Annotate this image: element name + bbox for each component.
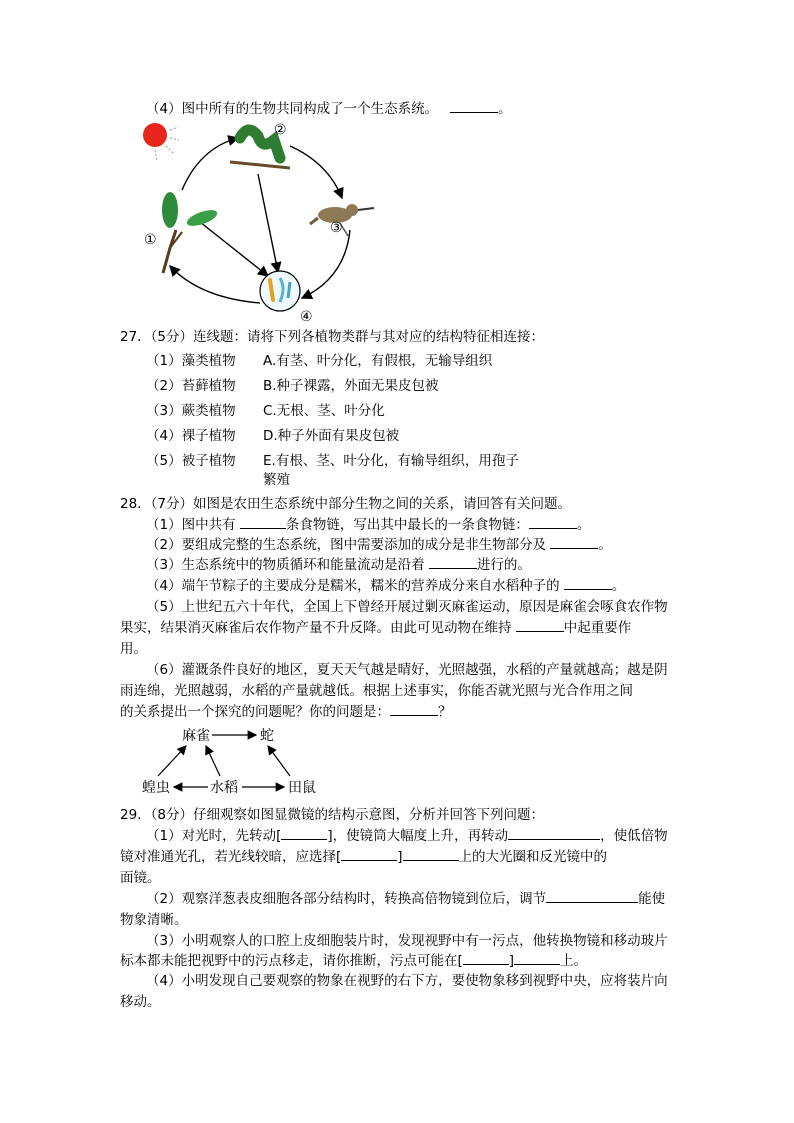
- answer-blank[interactable]: [463, 964, 509, 965]
- answer-blank[interactable]: [429, 568, 477, 569]
- plant-icon: [162, 192, 219, 273]
- answer-blank[interactable]: [516, 631, 564, 632]
- q28-item5-line1: （5）上世纪五六十年代，全国上下曾经开展过剿灭麻雀运动，原因是麻雀会啄食农作物: [146, 599, 668, 615]
- q29-item4-line2: 移动。: [120, 994, 161, 1010]
- q26-item4-text: （4）图中所有的生物共同构成了一个生态系统。: [146, 101, 439, 117]
- q28-title: 28．（7分）如图是农田生态系统中部分生物之间的关系，请回答有关问题。: [120, 496, 572, 512]
- q27-left-3[interactable]: （3）蕨类植物: [146, 403, 236, 419]
- answer-blank[interactable]: [450, 112, 498, 113]
- sun-icon: [143, 123, 179, 160]
- q28-item2: （2）要组成完整的生态系统，图中需要添加的成分是非生物部分及 。: [146, 537, 612, 553]
- q28-item6-line1: （6）灌溉条件良好的地区，夏天天气越是晴好，光照越强，水稻的产量就越高；越是阴: [146, 662, 668, 678]
- q27-left-2[interactable]: （2）苔藓植物: [146, 378, 236, 394]
- label-2: ②: [274, 122, 287, 138]
- q29-item1-line2: 镜对准通光孔，若光线较暗，应选择[ ] 上的大光圈和反光镜中的: [120, 849, 608, 865]
- q27-right-C[interactable]: C.无根、茎、叶分化: [263, 403, 385, 419]
- label-3: ③: [330, 220, 343, 236]
- q28-item1: （1）图中共有 条食物链，写出其中最长的一条食物链： 。: [146, 517, 591, 533]
- answer-blank[interactable]: [403, 860, 459, 861]
- q29-item1-line1: （1）对光时，先转动[ ]，使镜筒大幅度上升，再转动 ，使低倍物: [146, 828, 668, 844]
- answer-blank[interactable]: [550, 548, 598, 549]
- q27-left-1[interactable]: （1）藻类植物: [146, 353, 236, 369]
- q28-item5-line3: 用。: [120, 641, 147, 657]
- q29-item2-line2: 物象清晰。: [120, 912, 188, 928]
- answer-blank[interactable]: [546, 902, 638, 903]
- answer-blank[interactable]: [508, 839, 600, 840]
- q29-title: 29．（8分）仔细观察如图显微镜的结构示意图，分析并回答下列问题：: [120, 807, 545, 823]
- node-locust: 蝗虫: [142, 780, 170, 796]
- q28-item5-line2: 果实，结果消灭麻雀后农作物产量不升反降。由此可见动物在维持 中起重要作: [120, 620, 632, 636]
- answer-blank[interactable]: [240, 528, 286, 529]
- food-web-diagram: [140, 724, 340, 802]
- q29-item1-line3: 面镜。: [120, 870, 161, 886]
- answer-blank[interactable]: [514, 964, 560, 965]
- node-rice: 水稻: [210, 780, 238, 796]
- q28-item6-line3: 的关系提出一个探究的问题呢？你的问题是： ？: [120, 704, 452, 720]
- q29-item3-line2: 标本都未能把视野中的污点移走，请你推断，污点可能在[ ] 上。: [120, 953, 588, 969]
- label-1: ①: [144, 232, 157, 248]
- q27-left-4[interactable]: （4）裸子植物: [146, 428, 236, 444]
- q27-right-A[interactable]: A.有茎、叶分化，有假根，无输导组织: [263, 353, 493, 369]
- q28-item4: （4）端午节粽子的主要成分是糯米，糯米的营养成分来自水稻种子的 。: [146, 578, 626, 594]
- answer-blank[interactable]: [564, 589, 612, 590]
- q29-item4-line1: （4）小明发现自己要观察的物象在视野的右下方，要使物象移到视野中央，应将装片向: [146, 973, 668, 989]
- answer-blank[interactable]: [281, 839, 327, 840]
- q28-item3: （3）生态系统中的物质循环和能量流动是沿着 进行的。: [146, 557, 531, 573]
- decomposer-icon: [260, 271, 300, 311]
- answer-blank[interactable]: [529, 528, 577, 529]
- q29-item3-line1: （3）小明观察人的口腔上皮细胞装片时，发现视野中有一污点，他转换物镜和移动玻片: [146, 933, 668, 949]
- q27-title: 27．（5分）连线题：请将下列各植物类群与其对应的结构特征相连接：: [120, 329, 545, 345]
- node-mouse: 田鼠: [288, 780, 316, 796]
- ecosystem-diagram: [130, 118, 390, 328]
- q26-item4: （4）图中所有的生物共同构成了一个生态系统。 。: [146, 101, 512, 117]
- node-snake: 蛇: [260, 728, 274, 744]
- label-4: ④: [300, 309, 313, 325]
- q27-right-B[interactable]: B.种子裸露，外面无果皮包被: [263, 378, 439, 394]
- q27-right-D[interactable]: D.种子外面有果皮包被: [263, 428, 400, 444]
- answer-blank[interactable]: [341, 860, 397, 861]
- node-sparrow: 麻雀: [182, 728, 210, 744]
- q27-right-E[interactable]: E.有根、茎、叶分化，有输导组织，用孢子: [263, 453, 519, 469]
- answer-blank[interactable]: [390, 715, 438, 716]
- q27-left-5[interactable]: （5）被子植物: [146, 453, 236, 469]
- q28-item6-line2: 雨连绵，光照越弱，水稻的产量就越低。根据上述事实，你能否就光照与光合作用之间: [120, 683, 633, 699]
- q27-right-E-cont: 繁殖: [263, 472, 290, 488]
- q29-item2-line1: （2）观察洋葱表皮细胞各部分结构时，转换高倍物镜到位后，调节 能使: [146, 891, 666, 907]
